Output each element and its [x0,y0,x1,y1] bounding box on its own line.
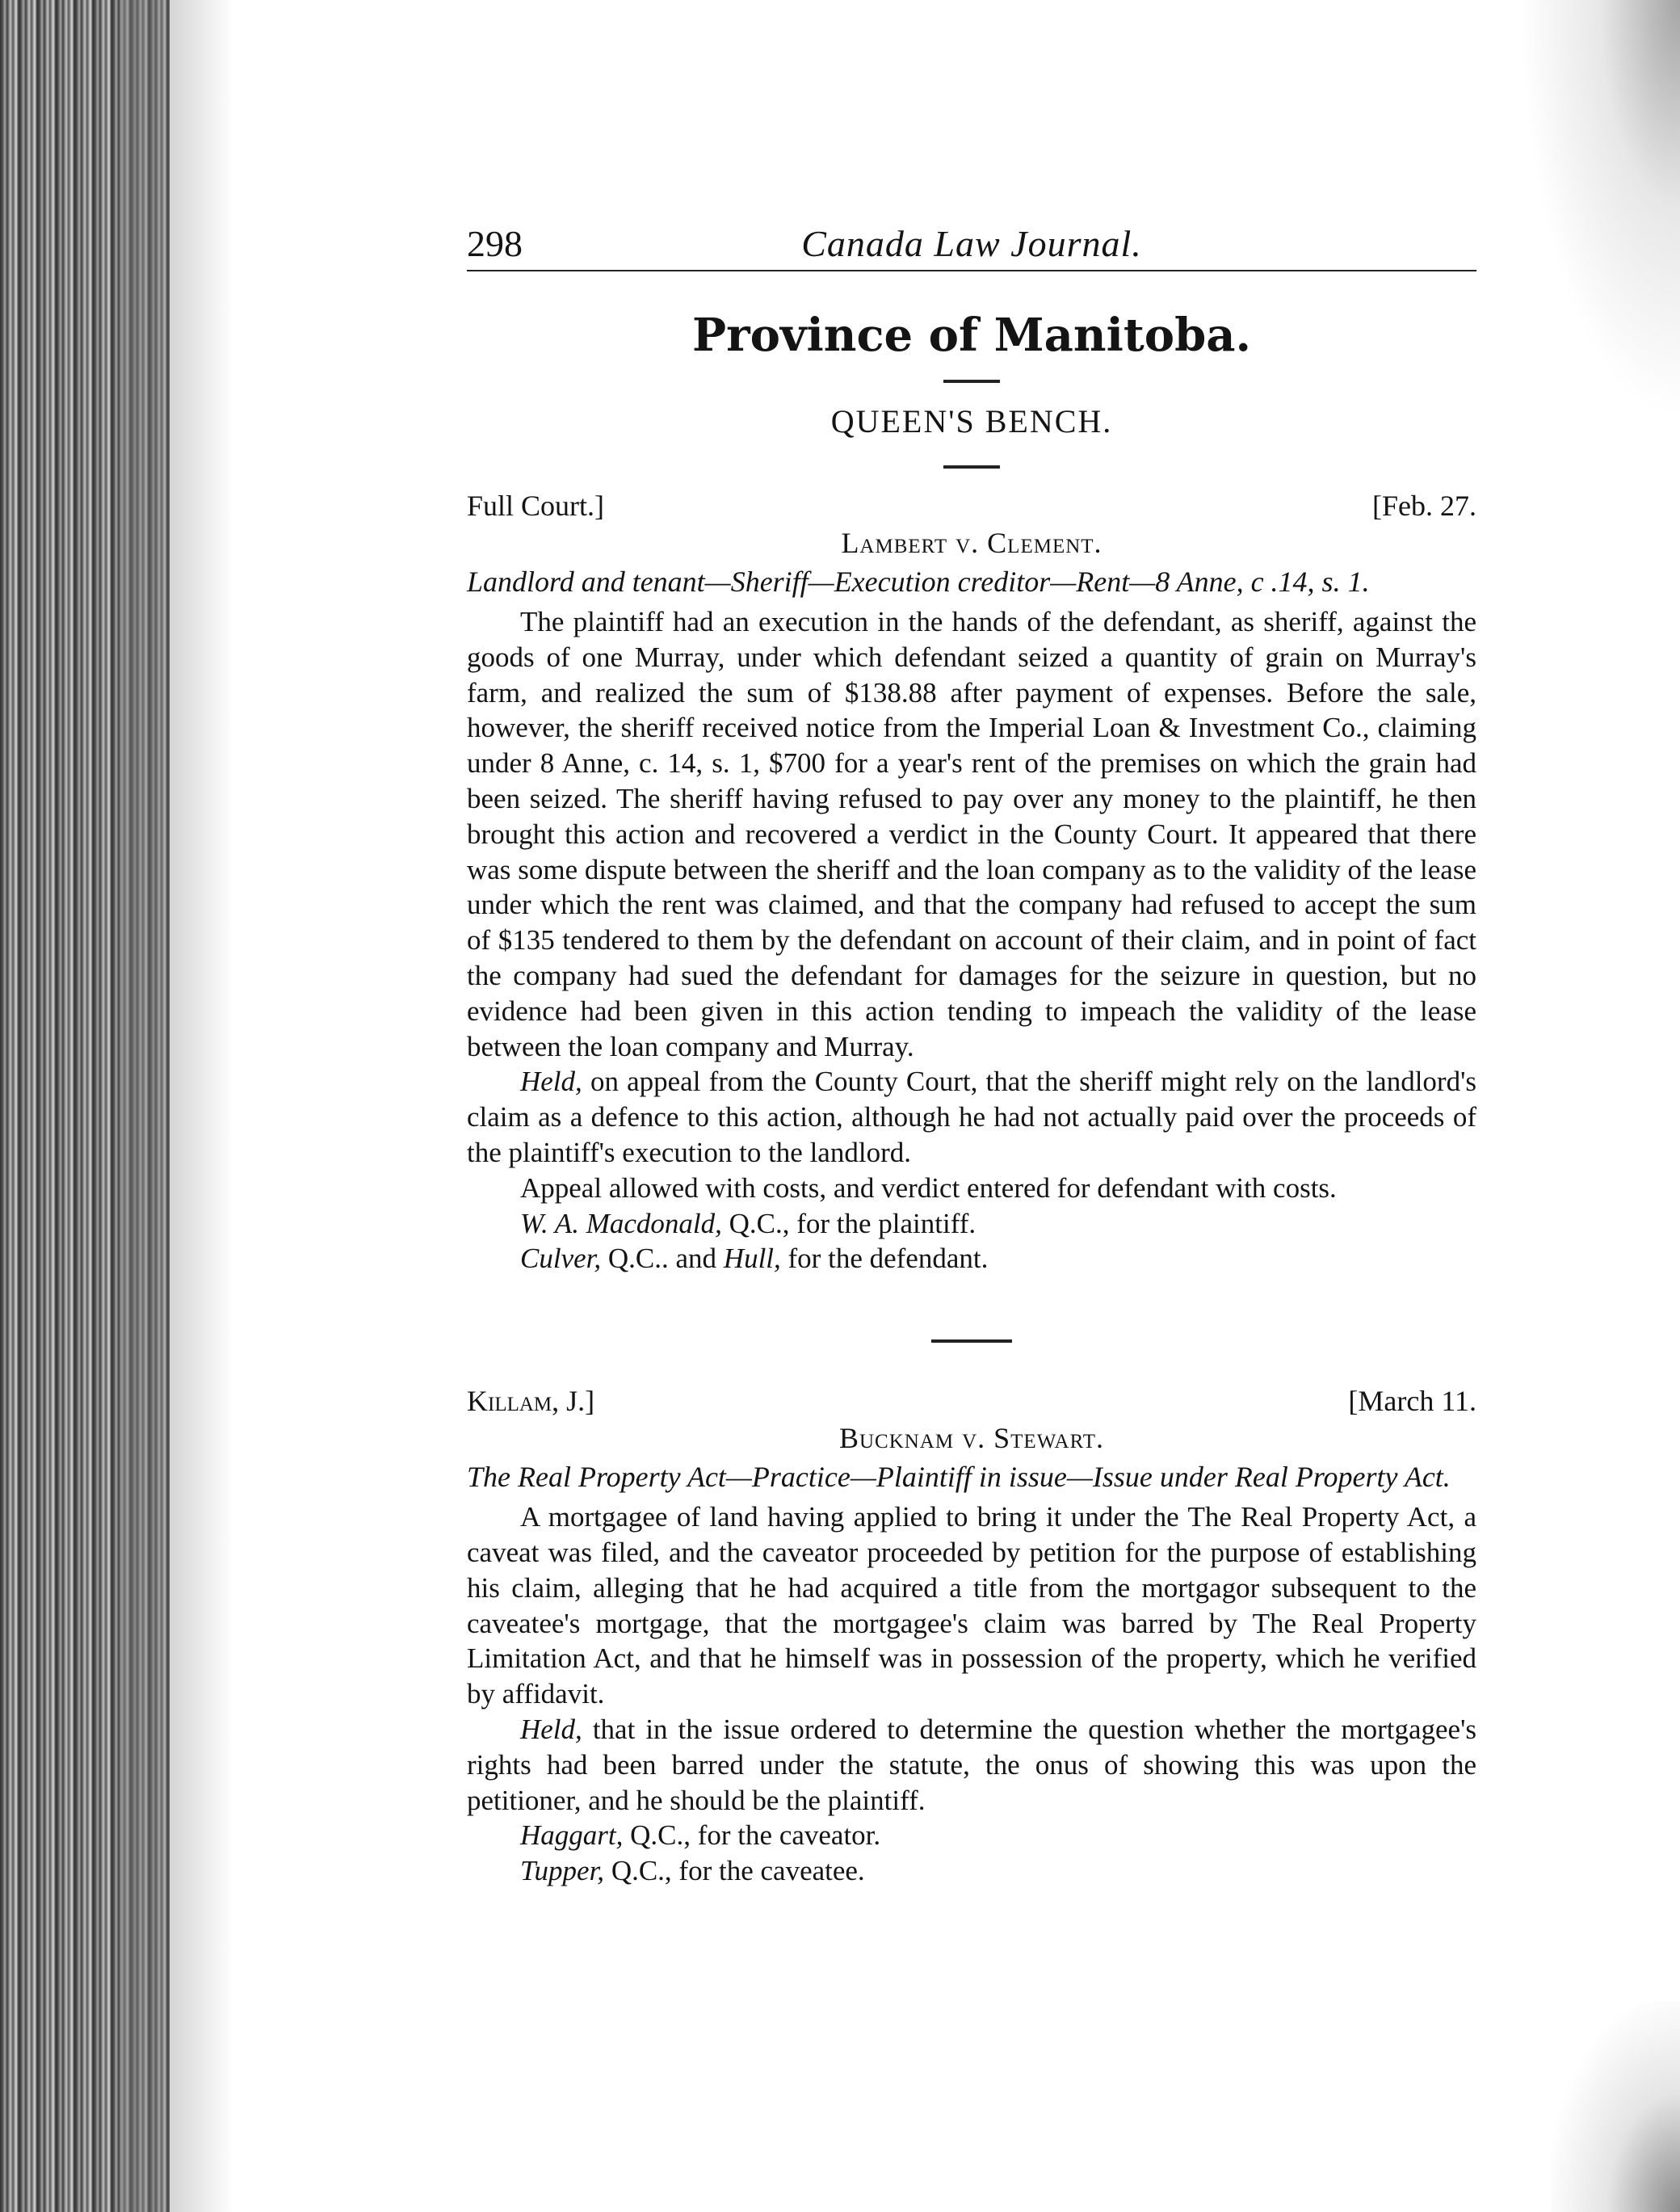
case-title: Bucknam v. Stewart. [838,1422,1105,1455]
case-court: Killam, J.] [467,1385,595,1418]
scan-shadow [121,0,234,2212]
held-label: Held, [520,1066,582,1098]
journal-page [467,218,1476,1889]
held-paragraph [467,1064,1476,1170]
counsel-role: for the defendant. [780,1243,989,1275]
case-date: [March 11. [1348,1385,1476,1418]
case-result: Appeal allowed with costs, and verdict entered for defendant with costs. [520,1171,1337,1204]
case-separator [931,1339,1012,1343]
divider [943,380,1000,383]
counsel-name: Haggart, [520,1819,624,1852]
case-date: [Feb. 27. [1372,490,1476,522]
counsel-line [467,1206,1476,1242]
journal-title: Canada Law Journal. [801,223,1142,264]
held-paragraph [467,1712,1476,1818]
case-court: Full Court.] [467,490,605,522]
case-headnote: Landlord and tenant—Sheriff—Execution creditor—Rent—8 Anne, c .14, s. 1. [467,566,1370,598]
case-header [467,1381,1476,1420]
running-head [467,218,1476,271]
counsel-name: W. A. Macdonald, [520,1207,722,1239]
case-headnote: The Real Property Act—Practice—Plaintiff in issue—Issue under Real Property Act. [467,1461,1451,1494]
case-paragraph: The plaintiff had an execution in the hands of the defendant, as sheriff, against the goods of one Murray, under which defendant seized a quantity of grain on Murray's farm, and realized the sum of $138.88 after payment of expenses. Before the sale, however, the sheriff received notice from the Imperial Loan & Investment Co., claiming under 8 Anne, c. 14, s. 1, $700 for a year's rent of the premises on which the grain had been seized. The sheriff having refused to pay over any money to the plaintiff, he then brought this action and recovered a verdict in the County Court. It appeared that there was some dispute between the sheriff and the loan company as to the validity of the lease under which the rent was claimed, and that the company had refused to accept the sum of $135 tendered to them by the defendant on account of their claim, and in point of fact the company had sued the defendant for damages for the seizure in question, but no evidence had been given in this action tending to impeach the validity of the lease between the loan company and Murray. [467,606,1476,1062]
case-title: Lambert v. Clement. [841,527,1102,559]
counsel-role: Q.C., for the plaintiff. [721,1207,976,1239]
scan-corner-shadow [1551,2002,1680,2212]
divider [943,465,1000,469]
counsel-line [467,1818,1476,1853]
counsel-name: Culver, [520,1243,602,1275]
case-paragraph: A mortgagee of land having applied to bring it under the The Real Property Act, a caveat was filed, and the caveator proceeded by petition for the purpose of establishing his claim, alleging that he had acquired a title from the mortgagor subsequent to the caveatee's mortgage, that the mortgagee's claim was barred by The Real Property Limitation Act, and that he himself was in possession of the property, which he verified by affidavit. [467,1501,1476,1710]
counsel-role: Q.C., for the caveator. [623,1819,881,1852]
scan-corner-shadow [1518,0,1680,420]
held-label: Held, [520,1713,582,1745]
case-header [467,486,1476,525]
province-heading: Province of Manitoba. [691,309,1252,362]
held-text: that in the issue ordered to determine the question whether the mortgagee's rights had been barred under the statute, the onus of showing this was upon the petitioner, and he should be the plaintiff. [467,1713,1476,1816]
court-heading: QUEEN'S BENCH. [830,403,1113,439]
counsel-joiner: Q.C.. and [601,1243,724,1275]
counsel-line [467,1853,1476,1889]
counsel-role: Q.C., for the caveatee. [604,1855,865,1887]
held-text: on appeal from the County Court, that the sheriff might rely on the landlord's claim as a defence to this action, although he had not actually paid over the proceeds of the plaintiff's execution to the landlord. [467,1066,1476,1168]
counsel-name: Hull, [723,1243,781,1275]
counsel-name: Tupper, [520,1855,605,1887]
counsel-line [467,1241,1476,1276]
page-number: 298 [467,223,523,264]
